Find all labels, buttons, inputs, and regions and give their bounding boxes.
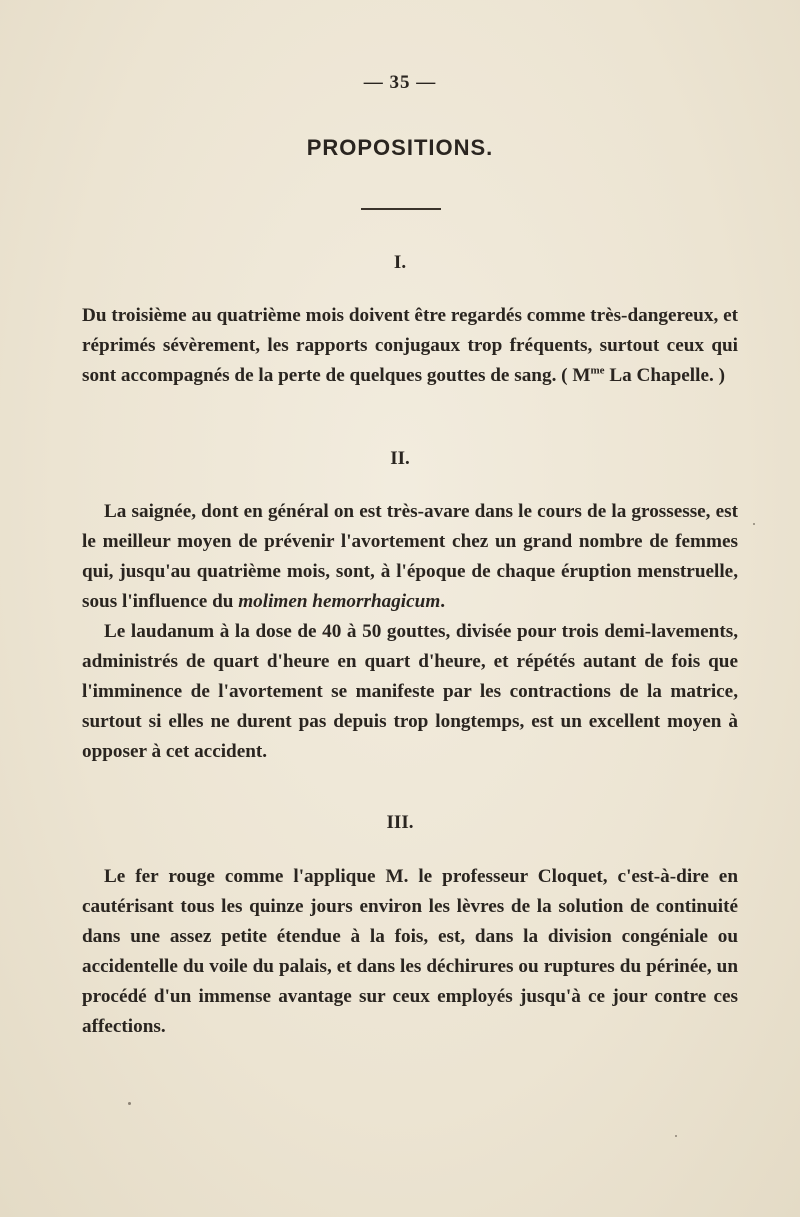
- paper-speck: [128, 1102, 131, 1105]
- section-numeral-2: II.: [390, 448, 410, 469]
- paper-speck: [675, 1135, 677, 1137]
- section-2-italic-term: molimen hemorrhagicum: [238, 591, 441, 612]
- page-title: PROPOSITIONS.: [306, 135, 494, 160]
- page-number: — 35 —: [363, 72, 437, 93]
- paper-speck: [753, 523, 755, 525]
- section-1-superscript: me: [590, 364, 605, 377]
- section-3-paragraph-1: Le fer rouge comme l'applique M. le professeur Cloquet, c'est-à-dire en cautérisant tous les quinze jours environ les lèvres de la solution de continuité dans une assez petite étendue à la fois, est, dans la division congéniale ou accidentelle du voile du palais, et dans les déchirures ou ruptures du périnée, un procédé d'un immense avantage sur ceux employés jusqu'à ce jour contre ces affections.: [82, 866, 738, 1037]
- section-2-paragraph-1: [82, 497, 738, 617]
- section-2-body: [82, 497, 738, 767]
- section-3-body: [82, 862, 738, 1042]
- section-1-body: [82, 301, 738, 391]
- section-numeral-1: I.: [393, 252, 407, 273]
- section-numeral-3: III.: [386, 812, 414, 833]
- section-1-text: Du troisième au quatrième mois doivent être regardés comme très-dangereux, et réprimés sévèrement, les rapports conjugaux trop fréquents, surtout ceux qui sont accompagnés de la perte de quelques gouttes de sang. ( M: [82, 305, 738, 386]
- section-1-paragraph-1: [82, 301, 738, 391]
- section-1-text-end: La Chapelle. ): [604, 365, 725, 386]
- section-2-text: La saignée, dont en général on est très-avare dans le cours de la grossesse, est le meilleur moyen de prévenir l'avortement chez un grand nombre de femmes qui, jusqu'au quatrième mois, sont, à l'époque de chaque éruption menstruelle, sous l'influence du: [82, 501, 738, 612]
- title-divider: [361, 208, 441, 210]
- section-2-paragraph-2: Le laudanum à la dose de 40 à 50 gouttes, divisée pour trois demi-lavements, administrés de quart d'heure en quart d'heure, et répétés autant de fois que l'imminence de l'avortement se manifeste par les contractions de la matrice, surtout si elles ne durent pas depuis trop longtemps, est un excellent moyen à opposer à cet accident.: [82, 621, 738, 762]
- section-2-text-end: .: [440, 591, 446, 612]
